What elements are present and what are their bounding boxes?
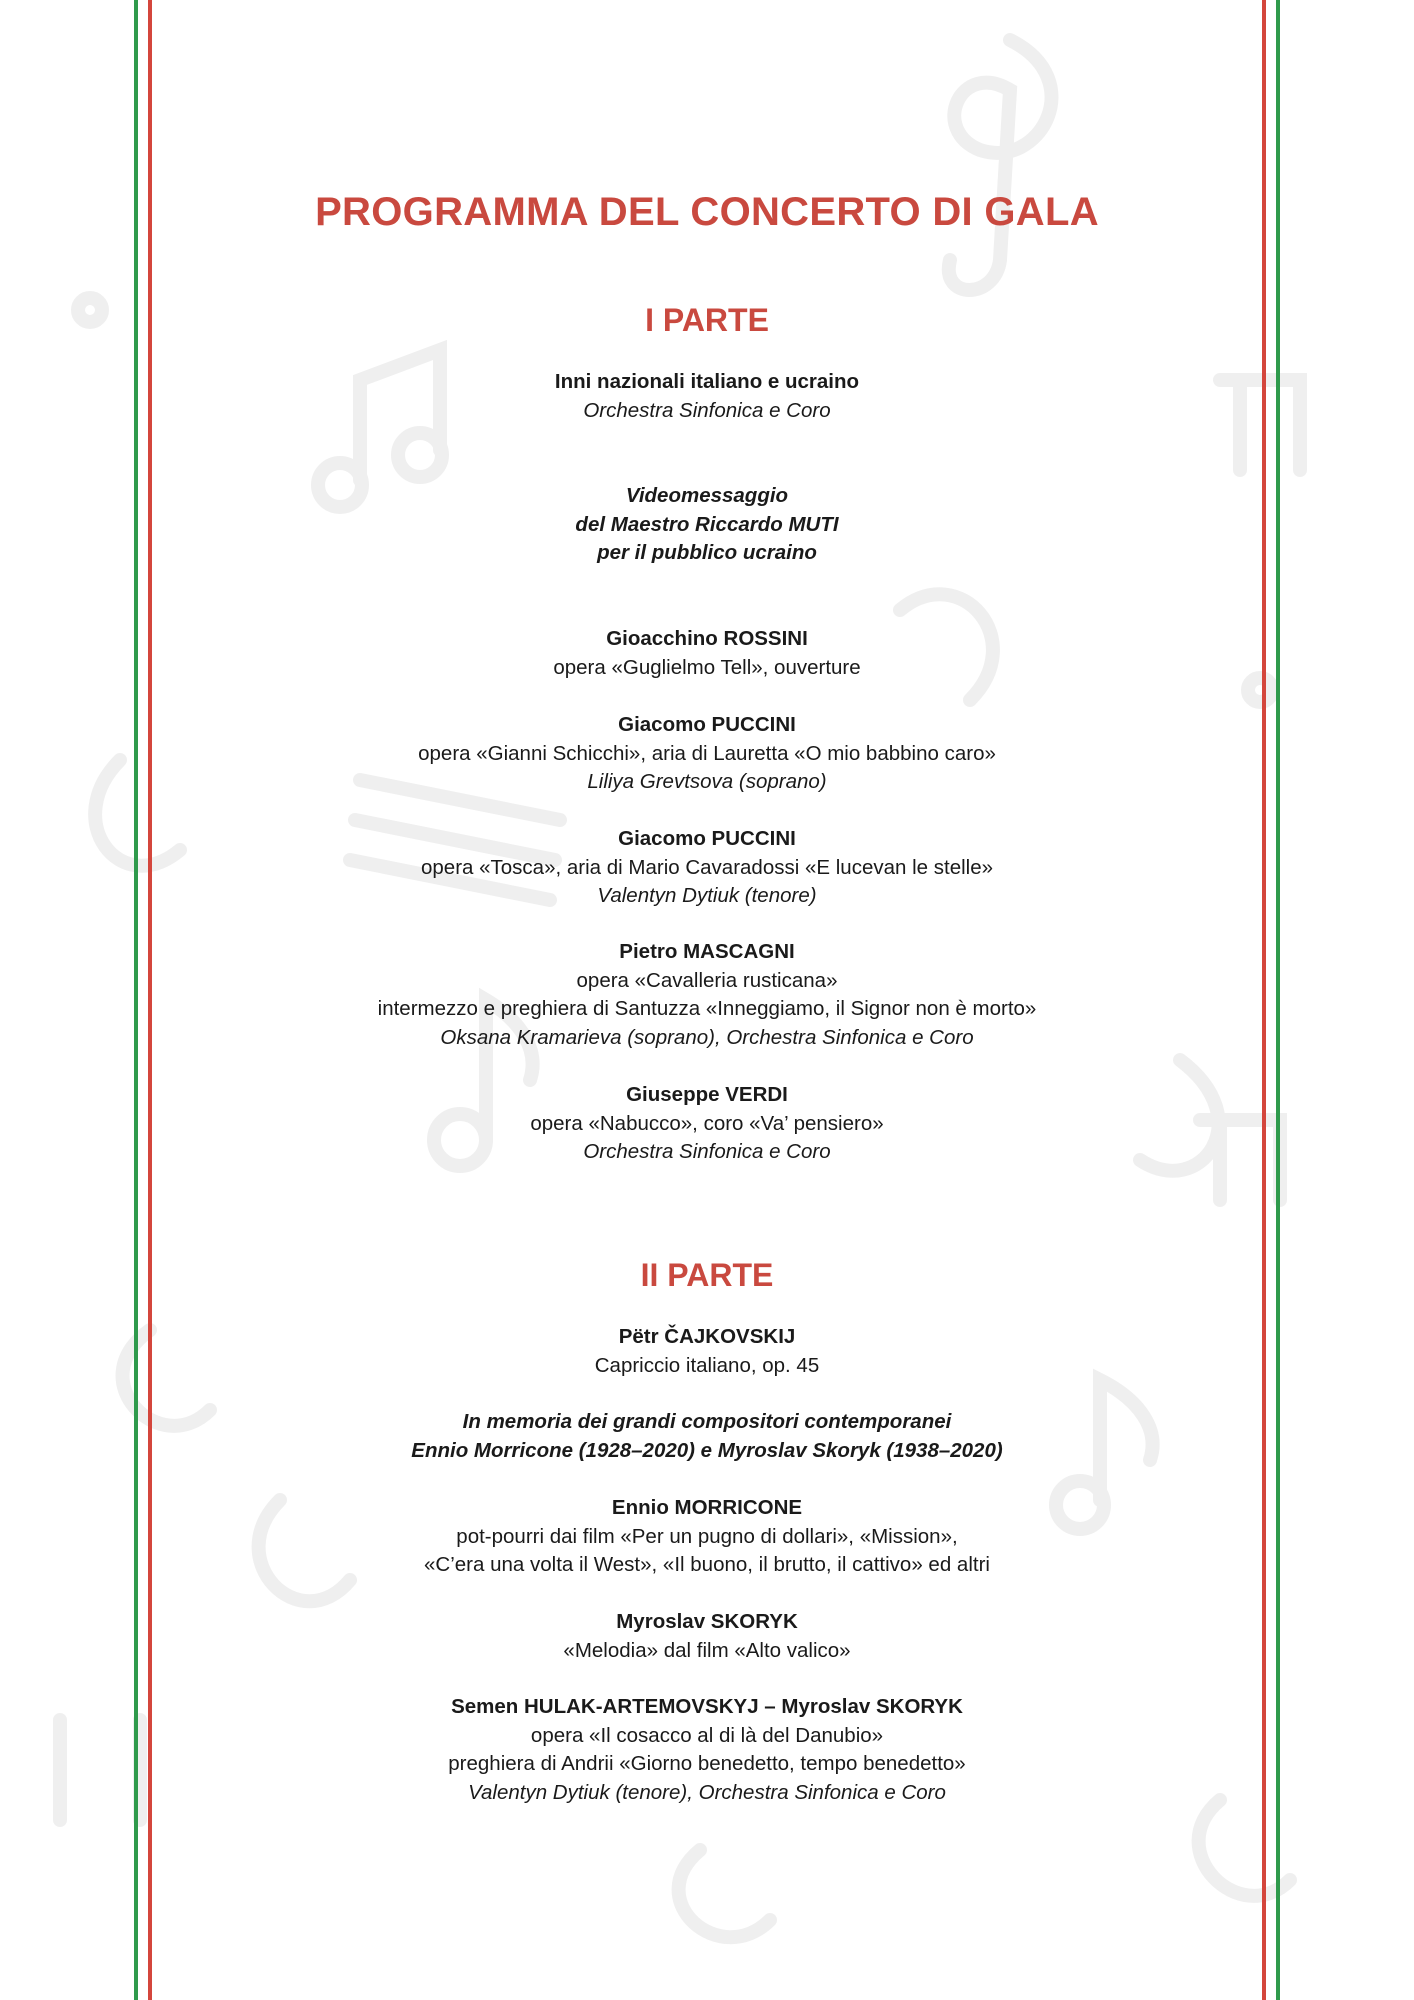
work-title: opera «Guglielmo Tell», ouverture [553,655,861,679]
composer-name: Giacomo PUCCINI [618,713,796,736]
video-message [0,482,1414,568]
anthems-title: Inni nazionali italiano e ucraino [554,370,860,393]
part-2-heading: II PARTE [640,1257,774,1293]
composer-name: Semen HULAK-ARTEMOVSKYJ – Myroslav SKORYK [451,1695,963,1718]
work-title: opera «Il cosacco al di là del Danubio» [530,1723,884,1747]
verdi-item [0,1081,1414,1167]
composer-name: Myroslav SKORYK [616,1610,798,1633]
work-title: opera «Tosca», aria di Mario Cavaradossi «E lucevan le stelle» [420,855,994,879]
puccini-tosca-item [0,825,1414,911]
page-title: PROGRAMMA DEL CONCERTO DI GALA [315,190,1099,234]
anthems-item [0,368,1414,425]
memorial-dedication [0,1408,1414,1465]
part-1-heading: I PARTE [645,302,769,338]
work-title: pot-pourri dai film «Per un pugno di dollari», «Mission», [456,1524,958,1548]
work-title: opera «Cavalleria rusticana» [576,968,838,992]
rossini-item [0,625,1414,682]
work-detail: preghiera di Andrii «Giorno benedetto, tempo benedetto» [448,1752,966,1775]
performer: Valentyn Dytiuk (tenore), Orchestra Sinfonica e Coro [468,1780,946,1804]
composer-name: Giuseppe VERDI [626,1083,788,1106]
memorial-line-1: In memoria dei grandi compositori contemporanei [462,1410,952,1433]
hulak-skoryk-item [0,1693,1414,1807]
memorial-line-2: Ennio Morricone (1928–2020) e Myroslav Skoryk (1938–2020) [411,1438,1003,1462]
composer-name: Pietro MASCAGNI [619,940,795,963]
work-title: «Melodia» dal film «Alto valico» [563,1638,851,1662]
composer-name: Pëtr ČAJKOVSKIJ [618,1325,796,1348]
puccini-schicchi-item [0,711,1414,797]
performer: Liliya Grevtsova (soprano) [587,770,827,793]
skoryk-item [0,1608,1414,1665]
work-title: opera «Nabucco», coro «Va’ pensiero» [530,1111,884,1135]
performer: Orchestra Sinfonica e Coro [583,1140,831,1163]
work-title: Capriccio italiano, op. 45 [594,1353,820,1377]
video-line-1: Videomessaggio [625,484,789,507]
work-detail: intermezzo e preghiera di Santuzza «Inneggiamo, il Signor non è morto» [377,997,1037,1020]
work-detail: «C’era una volta il West», «Il buono, il brutto, il cattivo» ed altri [424,1553,990,1576]
composer-name: Giacomo PUCCINI [618,827,796,850]
anthems-performer: Orchestra Sinfonica e Coro [583,398,831,422]
video-line-3: per il pubblico ucraino [597,541,817,564]
mascagni-item [0,938,1414,1052]
performer: Oksana Kramarieva (soprano), Orchestra Sinfonica e Coro [440,1025,974,1049]
work-title: opera «Gianni Schicchi», aria di Lauretta «O mio babbino caro» [418,741,996,765]
morricone-item [0,1494,1414,1580]
composer-name: Ennio MORRICONE [611,1496,803,1519]
composer-name: Gioacchino ROSSINI [606,627,808,650]
performer: Valentyn Dytiuk (tenore) [597,884,817,907]
video-line-2: del Maestro Riccardo MUTI [575,512,839,536]
treble-clef-icon [949,40,1052,290]
tchaikovsky-item [0,1323,1414,1380]
